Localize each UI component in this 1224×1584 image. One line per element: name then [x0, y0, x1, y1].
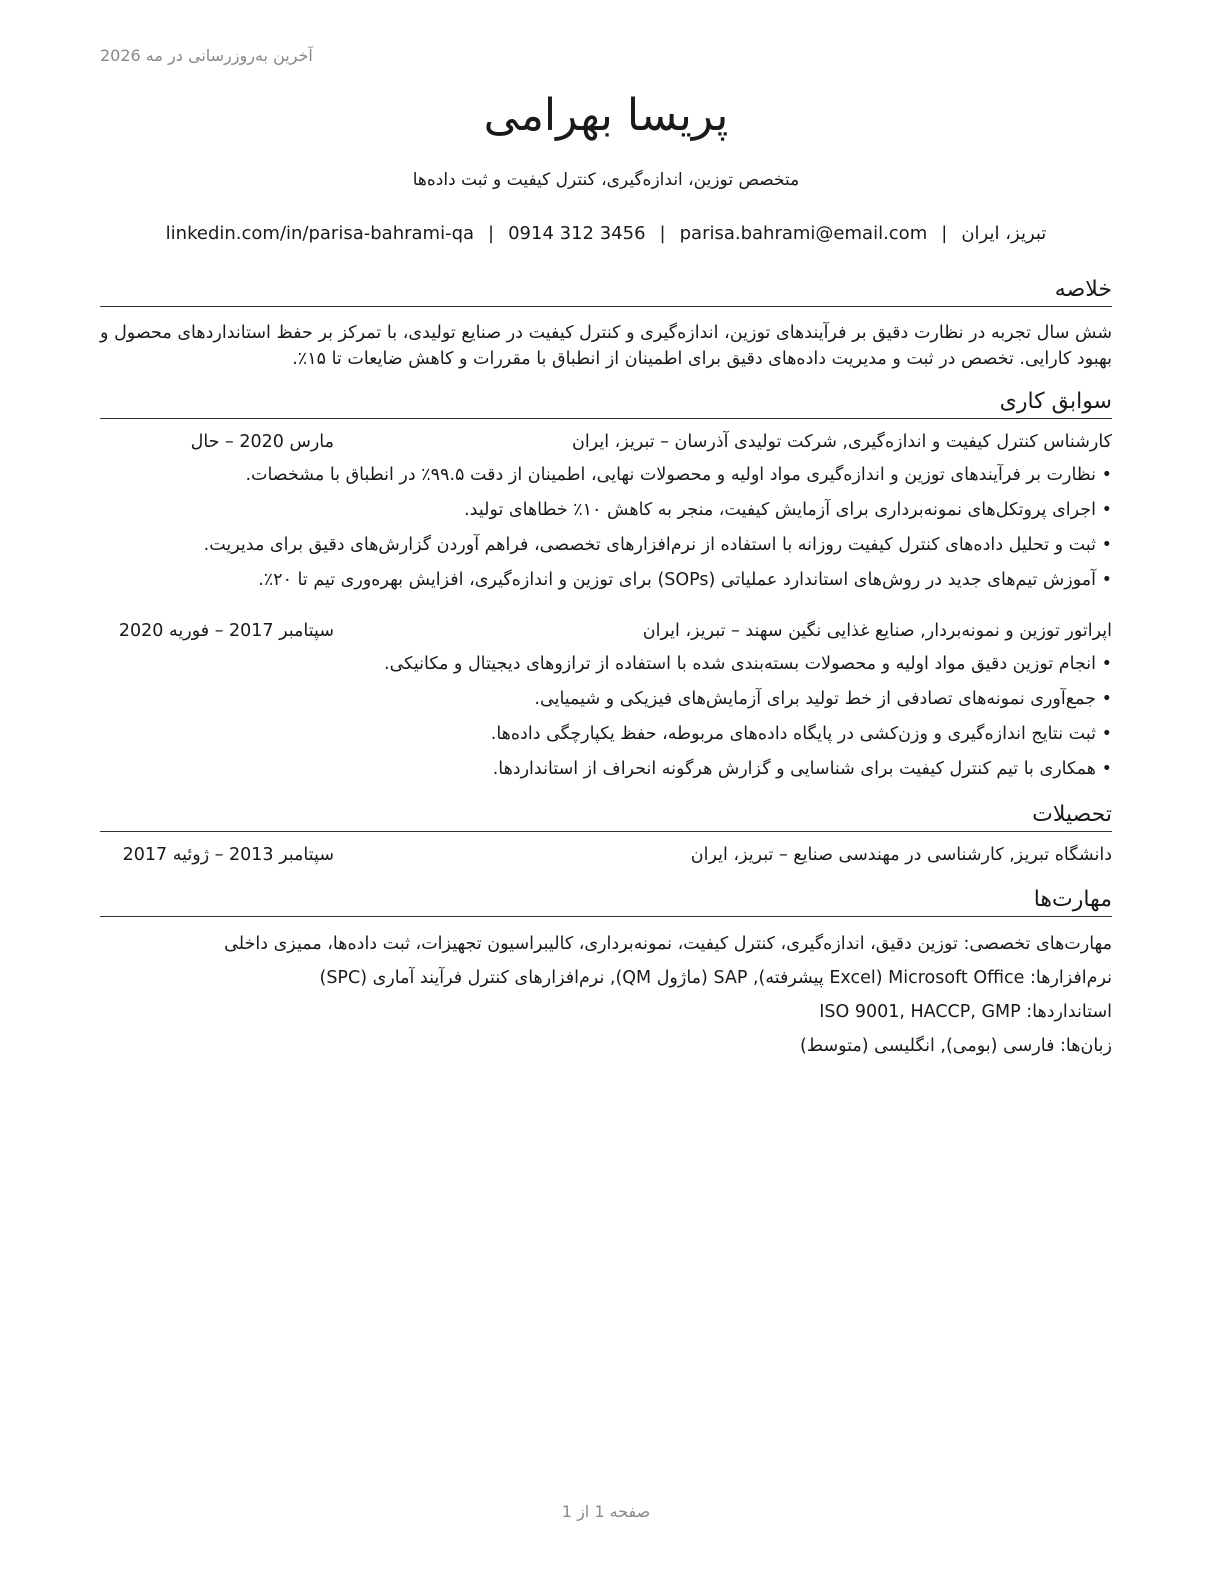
- skills-line: نرم‌افزارها: Microsoft Office (Excel پیشرفته), SAP (ماژول QM), نرم‌افزارهای کنترل فرآیند آماری (SPC): [319, 968, 1112, 988]
- contact-separator: |: [659, 223, 666, 244]
- job-bullet: •همکاری با تیم کنترل کیفیت برای شناسایی و گزارش هرگونه انحراف از استانداردها.: [492, 759, 1112, 779]
- contact-phone[interactable]: 0914 312 3456: [508, 223, 646, 244]
- education-dates: سپتامبر 2013 – ژوئیه 2017: [122, 845, 334, 865]
- contact-line: [100, 223, 1112, 244]
- summary-text: شش سال تجربه در نظارت دقیق بر فرآیندهای توزین، اندازه‌گیری و کنترل کیفیت در صنایع تولیدی، با تمرکز بر حفظ استانداردهای محصول و بهبود کارایی. تخصص در ثبت و مدیریت داده‌های دقیق برای اطمینان از انطباق با مقررات و کاهش ضایعات تا ۱۵٪.: [100, 323, 1112, 369]
- section-title-education: تحصیلات: [100, 801, 1112, 832]
- job-bullet: •جمع‌آوری نمونه‌های تصادفی از خط تولید برای آزمایش‌های فیزیکی و شیمیایی.: [534, 689, 1112, 709]
- job-bullet: •اجرای پروتکل‌های نمونه‌برداری برای آزمایش کیفیت، منجر به کاهش ۱۰٪ خطاهای تولید.: [464, 500, 1112, 520]
- skills-line: زبان‌ها: فارسی (بومی), انگلیسی (متوسط): [800, 1036, 1112, 1056]
- job-bullet: •انجام توزین دقیق مواد اولیه و محصولات بسته‌بندی شده با استفاده از ترازوهای دیجیتال و مکانیکی.: [384, 654, 1112, 674]
- skills-line: مهارت‌های تخصصی: توزین دقیق، اندازه‌گیری، کنترل کیفیت، نمونه‌برداری، کالیبراسیون تجهیزات، ثبت داده‌ها، ممیزی داخلی: [224, 934, 1112, 954]
- contact-linkedin[interactable]: linkedin.com/in/parisa-bahrami-qa: [165, 223, 475, 244]
- skills-line: استانداردها: ISO 9001, HACCP, GMP: [819, 1002, 1112, 1022]
- job-title: کارشناس کنترل کیفیت و اندازه‌گیری, شرکت تولیدی آذرسان – تبریز، ایران: [572, 432, 1112, 452]
- education-heading: دانشگاه تبریز, کارشناسی در مهندسی صنایع – تبریز، ایران: [690, 845, 1112, 865]
- section-title-experience: سوابق کاری: [100, 388, 1112, 419]
- contact-separator: |: [488, 223, 495, 244]
- job-dates: مارس 2020 – حال: [190, 432, 334, 452]
- section-title-skills: مهارت‌ها: [100, 886, 1112, 917]
- job-bullet: •آموزش تیم‌های جدید در روش‌های استاندارد عملیاتی (SOPs) برای توزین و اندازه‌گیری، افزایش بهره‌وری تیم تا ۲۰٪.: [258, 570, 1112, 590]
- job-heading-row: [100, 621, 1112, 647]
- section-title-summary: خلاصه: [100, 276, 1112, 307]
- job-dates: سپتامبر 2017 – فوریه 2020: [118, 621, 334, 641]
- candidate-name: پریسا بهرامی: [483, 90, 729, 141]
- job-bullet-list: [100, 651, 1112, 791]
- job-bullet: •نظارت بر فرآیندهای توزین و اندازه‌گیری مواد اولیه و محصولات نهایی، اطمینان از دقت ۹۹.۵٪ در انطباق با مشخصات.: [245, 465, 1112, 485]
- job-bullet: •ثبت و تحلیل داده‌های کنترل کیفیت روزانه با استفاده از نرم‌افزارهای تخصصی، فراهم آوردن گزارش‌های دقیق برای مدیریت.: [203, 535, 1112, 555]
- job-bullet-list: [100, 462, 1112, 602]
- contact-location: تبریز، ایران: [961, 223, 1047, 244]
- job-heading-row: [100, 432, 1112, 458]
- contact-email[interactable]: parisa.bahrami@email.com: [679, 223, 928, 244]
- job-title: اپراتور توزین و نمونه‌بردار, صنایع غذایی نگین سهند – تبریز، ایران: [642, 621, 1112, 641]
- last-updated-note: آخرین به‌روزرسانی در مه 2026: [100, 46, 313, 65]
- job-bullet: •ثبت نتایج اندازه‌گیری و وزن‌کشی در پایگاه داده‌های مربوطه، حفظ یکپارچگی داده‌ها.: [490, 724, 1112, 744]
- page-number: صفحه 1 از 1: [561, 1502, 651, 1521]
- contact-separator: |: [941, 223, 948, 244]
- education-row: [100, 845, 1112, 871]
- skills-list: [100, 931, 1112, 1067]
- resume-page: [100, 0, 1112, 1584]
- candidate-headline: متخصص توزین، اندازه‌گیری، کنترل کیفیت و ثبت داده‌ها: [412, 170, 800, 190]
